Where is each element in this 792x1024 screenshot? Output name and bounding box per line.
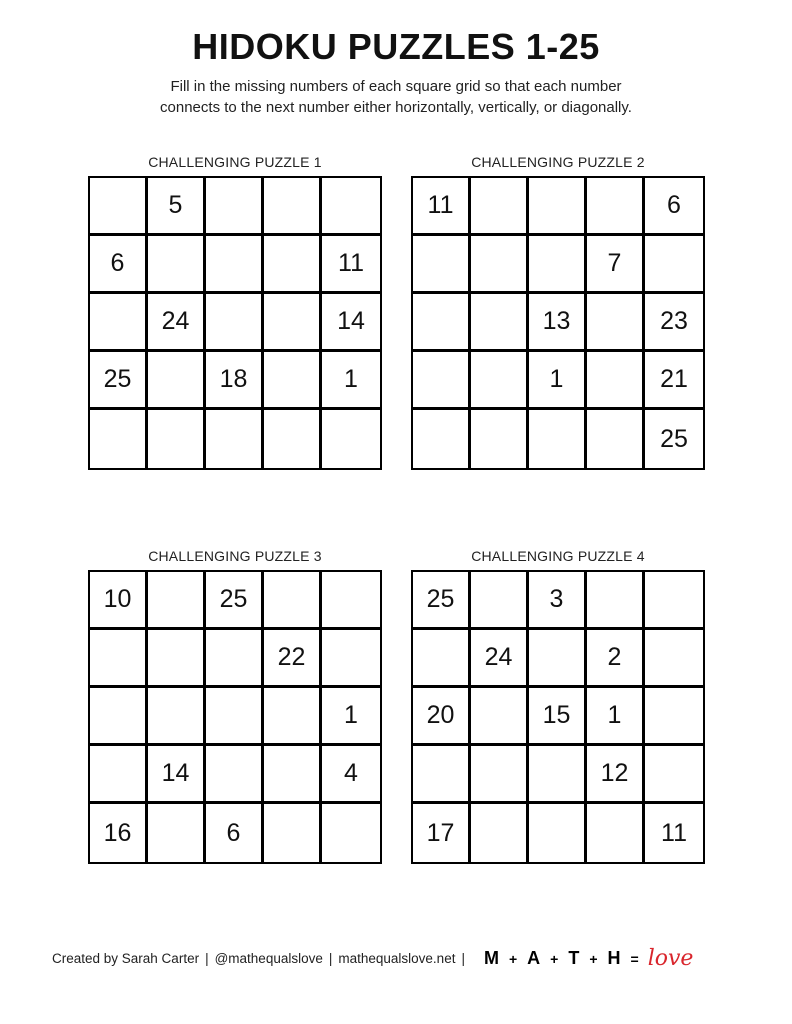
separator: | — [461, 951, 465, 966]
grid-cell[interactable]: 3 — [529, 572, 587, 630]
grid-cell[interactable] — [148, 572, 206, 630]
grid-cell[interactable] — [587, 410, 645, 468]
grid-cell[interactable]: 11 — [322, 236, 380, 294]
grid-cell[interactable] — [645, 236, 703, 294]
brand-letter-h: H — [607, 948, 621, 968]
grid-cell[interactable] — [645, 572, 703, 630]
grid-cell[interactable]: 24 — [148, 294, 206, 352]
grid-cell[interactable]: 1 — [322, 688, 380, 746]
grid-cell[interactable] — [529, 178, 587, 236]
grid-cell[interactable]: 25 — [206, 572, 264, 630]
grid-cell[interactable] — [322, 178, 380, 236]
grid-cell[interactable] — [471, 572, 529, 630]
grid-cell[interactable] — [529, 746, 587, 804]
grid-cell[interactable] — [264, 410, 322, 468]
footer — [52, 946, 698, 971]
grid-cell[interactable] — [206, 236, 264, 294]
grid-cell[interactable]: 25 — [660, 424, 688, 453]
grid-cell[interactable]: 18 — [206, 352, 264, 410]
instructions-line-2: connects to the next number either horizontally, vertically, or diagonally. — [160, 99, 632, 116]
grid-cell[interactable] — [90, 294, 148, 352]
grid-cell[interactable]: 4 — [322, 746, 380, 804]
grid-cell[interactable] — [264, 294, 322, 352]
puzzle-2 — [411, 154, 705, 470]
grid-cell[interactable] — [264, 746, 322, 804]
grid-cell[interactable] — [587, 178, 645, 236]
grid-cell[interactable]: 1 — [529, 352, 587, 410]
grid-cell[interactable]: 11 — [661, 818, 687, 847]
grid-cell[interactable] — [413, 410, 471, 468]
grid-cell[interactable] — [148, 352, 206, 410]
grid-cell[interactable]: 6 — [206, 804, 264, 862]
grid-cell[interactable] — [264, 352, 322, 410]
grid-cell[interactable] — [206, 410, 264, 468]
grid-cell[interactable] — [206, 178, 264, 236]
brand-logo — [479, 946, 698, 971]
puzzle-label: CHALLENGING PUZZLE 2 — [471, 154, 645, 170]
grid-cell[interactable] — [471, 294, 529, 352]
grid-cell[interactable] — [529, 804, 587, 862]
puzzle-1 — [88, 154, 382, 470]
grid-cell[interactable] — [471, 688, 529, 746]
page-title: HIDOKU PUZZLES 1-25 — [192, 26, 600, 67]
grid-cell[interactable] — [148, 236, 206, 294]
grid-cell[interactable] — [90, 688, 148, 746]
separator: | — [328, 951, 333, 966]
grid-cell[interactable] — [471, 804, 529, 862]
grid-cell[interactable] — [90, 410, 148, 468]
love-script: love — [647, 946, 694, 971]
grid-cell[interactable]: 13 — [529, 294, 587, 352]
puzzle-grid — [411, 176, 705, 470]
grid-cell[interactable]: 11 — [413, 178, 471, 236]
grid-cell[interactable] — [529, 236, 587, 294]
grid-cell[interactable]: 5 — [148, 178, 206, 236]
grid-cell[interactable] — [148, 688, 206, 746]
puzzle-label: CHALLENGING PUZZLE 4 — [471, 548, 645, 564]
puzzle-label: CHALLENGING PUZZLE 1 — [148, 154, 322, 170]
social-handle: @mathequalslove — [214, 951, 323, 966]
grid-cell[interactable]: 6 — [90, 236, 148, 294]
grid-cell[interactable] — [645, 746, 703, 804]
grid-cell[interactable] — [645, 630, 703, 688]
grid-cell[interactable]: 10 — [90, 572, 148, 630]
equals-sign: = — [630, 950, 639, 967]
grid-cell[interactable] — [471, 746, 529, 804]
grid-cell[interactable] — [90, 178, 148, 236]
puzzle-4 — [411, 548, 705, 864]
grid-cell[interactable] — [529, 630, 587, 688]
grid-cell[interactable] — [264, 804, 322, 862]
grid-cell[interactable] — [587, 804, 645, 862]
puzzle-grid — [88, 176, 382, 470]
grid-cell[interactable]: 15 — [529, 688, 587, 746]
grid-cell[interactable] — [90, 630, 148, 688]
grid-cell[interactable] — [206, 630, 264, 688]
grid-cell[interactable] — [413, 352, 471, 410]
grid-cell[interactable] — [587, 352, 645, 410]
grid-cell[interactable]: 22 — [264, 630, 322, 688]
grid-cell[interactable]: 6 — [645, 178, 703, 236]
grid-cell[interactable] — [264, 572, 322, 630]
grid-cell[interactable] — [413, 294, 471, 352]
puzzle-3 — [88, 548, 382, 864]
grid-cell[interactable]: 20 — [413, 688, 471, 746]
grid-cell[interactable]: 14 — [148, 746, 206, 804]
grid-cell[interactable] — [322, 410, 380, 468]
grid-cell[interactable]: 17 — [413, 804, 471, 862]
grid-cell[interactable] — [90, 746, 148, 804]
puzzle-label: CHALLENGING PUZZLE 3 — [148, 548, 322, 564]
grid-cell[interactable] — [206, 746, 264, 804]
grid-cell[interactable] — [587, 572, 645, 630]
separator: | — [205, 951, 209, 966]
grid-cell[interactable]: 21 — [645, 352, 703, 410]
grid-cell[interactable]: 25 — [413, 572, 471, 630]
brand-letter-a: A — [527, 948, 541, 968]
grid-cell[interactable] — [529, 410, 587, 468]
creator-credit: Created by Sarah Carter — [52, 951, 200, 966]
grid-cell[interactable] — [206, 294, 264, 352]
grid-cell[interactable] — [471, 236, 529, 294]
grid-cell[interactable]: 23 — [645, 294, 703, 352]
grid-cell[interactable] — [322, 804, 380, 862]
plus-sign: + — [550, 950, 559, 967]
instructions — [0, 76, 792, 118]
grid-cell[interactable]: 12 — [587, 746, 645, 804]
grid-cell[interactable] — [148, 804, 206, 862]
grid-cell[interactable] — [148, 410, 206, 468]
grid-cell[interactable]: 1 — [322, 352, 380, 410]
grid-cell[interactable]: 16 — [90, 804, 148, 862]
grid-cell[interactable] — [471, 178, 529, 236]
grid-cell[interactable] — [264, 688, 322, 746]
grid-cell[interactable] — [264, 178, 322, 236]
puzzle-grid — [88, 570, 382, 864]
grid-cell[interactable]: 24 — [471, 630, 529, 688]
grid-cell[interactable] — [322, 630, 380, 688]
grid-cell[interactable]: 1 — [587, 688, 645, 746]
grid-cell[interactable] — [471, 352, 529, 410]
plus-sign: + — [508, 950, 518, 967]
grid-cell[interactable] — [587, 294, 645, 352]
grid-cell[interactable]: 2 — [587, 630, 645, 688]
brand-letter-m: M — [483, 948, 499, 968]
grid-cell[interactable] — [471, 410, 529, 468]
grid-cell[interactable] — [264, 236, 322, 294]
plus-sign: + — [589, 950, 598, 967]
grid-cell[interactable] — [645, 688, 703, 746]
instructions-line-1: Fill in the missing numbers of each square grid so that each number — [170, 78, 622, 95]
grid-cell[interactable]: 14 — [322, 294, 380, 352]
grid-cell[interactable] — [148, 630, 206, 688]
grid-cell[interactable] — [322, 572, 380, 630]
website: mathequalslove.net — [338, 951, 456, 966]
grid-cell[interactable]: 7 — [587, 236, 645, 294]
grid-cell[interactable] — [413, 746, 471, 804]
grid-cell[interactable] — [413, 630, 471, 688]
grid-cell[interactable]: 25 — [90, 352, 148, 410]
brand-letter-t: T — [568, 948, 580, 968]
puzzle-grid — [411, 570, 705, 864]
grid-cell[interactable] — [206, 688, 264, 746]
grid-cell[interactable] — [413, 236, 471, 294]
